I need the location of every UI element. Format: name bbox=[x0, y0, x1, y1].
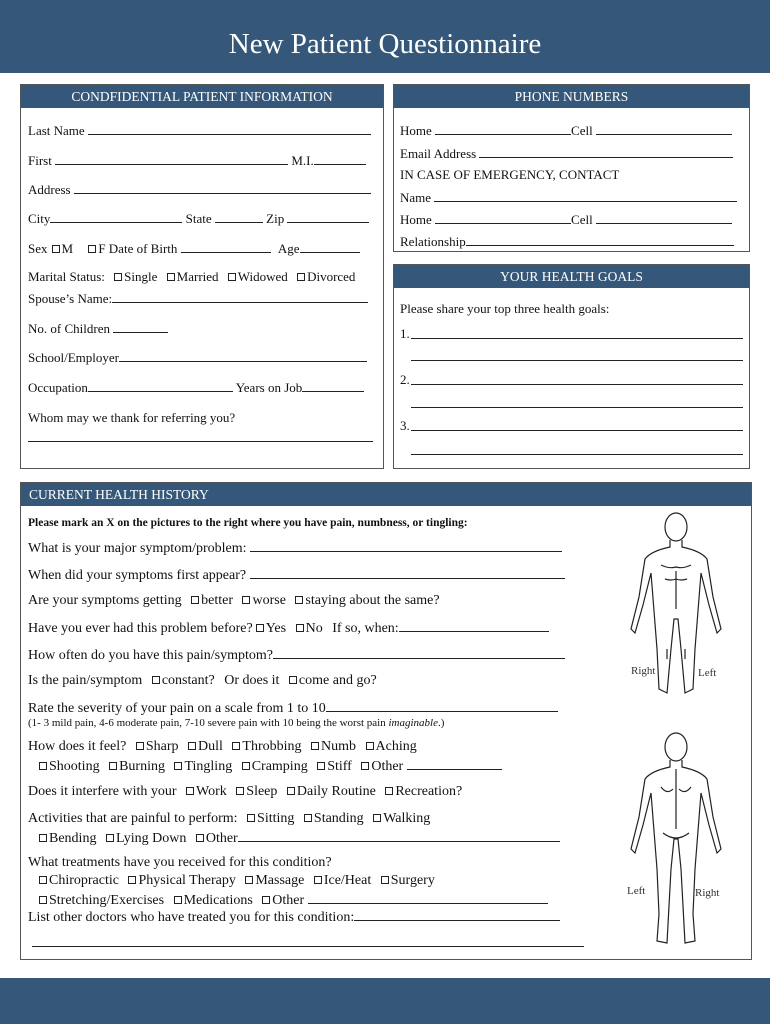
activities-row-2: Bending Lying Down Other bbox=[39, 829, 560, 847]
phone-header: PHONE NUMBERS bbox=[394, 85, 749, 108]
goal-1-line-a[interactable] bbox=[411, 338, 743, 339]
before-yes-checkbox[interactable] bbox=[256, 624, 264, 632]
recreation-checkbox[interactable] bbox=[385, 787, 393, 795]
treatments-label: What treatments have you received for this condition? bbox=[28, 855, 332, 870]
symptom-row: What is your major symptom/problem: bbox=[28, 539, 562, 557]
worse-checkbox[interactable] bbox=[242, 596, 250, 604]
come-go-checkbox[interactable] bbox=[289, 676, 297, 684]
divorced-checkbox[interactable] bbox=[297, 273, 305, 281]
patient-info-header: CONDFIDENTIAL PATIENT INFORMATION bbox=[21, 85, 383, 108]
emergency-home-field[interactable] bbox=[435, 211, 571, 224]
sitting-checkbox[interactable] bbox=[247, 814, 255, 822]
burning-checkbox[interactable] bbox=[109, 762, 117, 770]
single-checkbox[interactable] bbox=[114, 273, 122, 281]
feel-row: How does it feel? Sharp Dull Throbbing Numb Aching bbox=[28, 739, 417, 754]
shooting-checkbox[interactable] bbox=[39, 762, 47, 770]
often-field[interactable] bbox=[273, 646, 565, 659]
same-checkbox[interactable] bbox=[295, 596, 303, 604]
employer-row: School/Employer bbox=[28, 349, 367, 366]
first-appear-row: When did your symptoms first appear? bbox=[28, 566, 565, 584]
emergency-label: IN CASE OF EMERGENCY, CONTACT bbox=[400, 167, 620, 182]
body-front-figure[interactable] bbox=[621, 509, 731, 709]
if-so-when-field[interactable] bbox=[399, 619, 549, 632]
footer-bar bbox=[0, 978, 770, 1024]
emergency-name-row: Name bbox=[400, 189, 737, 206]
history-instruction: Please mark an X on the pictures to the right where you have pain, numbness, or tingling: bbox=[28, 517, 468, 529]
married-checkbox[interactable] bbox=[167, 273, 175, 281]
back-left-label: Left bbox=[627, 885, 646, 897]
rate-row: Rate the severity of your pain on a scale from 1 to 10 bbox=[28, 699, 558, 717]
goals-panel bbox=[393, 264, 750, 469]
children-row: No. of Children bbox=[28, 320, 168, 337]
referral-field[interactable] bbox=[28, 441, 373, 442]
activities-other-checkbox[interactable] bbox=[196, 834, 204, 842]
sharp-checkbox[interactable] bbox=[136, 742, 144, 750]
interfere-row: Does it interfere with your Work Sleep Daily Routine Recreation? bbox=[28, 784, 463, 799]
doctors-field[interactable] bbox=[354, 908, 560, 921]
employer-field[interactable] bbox=[119, 349, 367, 362]
widowed-checkbox[interactable] bbox=[228, 273, 236, 281]
goal-3-line-a[interactable] bbox=[411, 430, 743, 431]
goal-3-number: 3. bbox=[400, 418, 410, 433]
first-name-field[interactable] bbox=[55, 152, 288, 165]
often-row: How often do you have this pain/symptom? bbox=[28, 646, 565, 664]
medications-checkbox[interactable] bbox=[174, 896, 182, 904]
sex-f-checkbox[interactable] bbox=[88, 245, 96, 253]
before-no-checkbox[interactable] bbox=[296, 624, 304, 632]
dob-field[interactable] bbox=[181, 240, 271, 253]
referral-label: Whom may we thank for referring you? bbox=[28, 410, 236, 425]
occupation-row: Occupation Years on Job bbox=[28, 379, 364, 396]
children-field[interactable] bbox=[113, 320, 168, 333]
emergency-cell-field[interactable] bbox=[596, 211, 732, 224]
spouse-row: Spouse’s Name: bbox=[28, 290, 368, 307]
bending-checkbox[interactable] bbox=[39, 834, 47, 842]
ice-heat-checkbox[interactable] bbox=[314, 876, 322, 884]
occupation-field[interactable] bbox=[88, 379, 233, 392]
aching-checkbox[interactable] bbox=[366, 742, 374, 750]
goal-2-number: 2. bbox=[400, 372, 410, 387]
stiff-checkbox[interactable] bbox=[317, 762, 325, 770]
first-appear-field[interactable] bbox=[250, 566, 565, 579]
constant-checkbox[interactable] bbox=[152, 676, 160, 684]
sleep-checkbox[interactable] bbox=[236, 787, 244, 795]
zip-field[interactable] bbox=[287, 210, 369, 223]
walking-checkbox[interactable] bbox=[373, 814, 381, 822]
goals-prompt: Please share your top three health goals: bbox=[400, 301, 610, 316]
cramping-checkbox[interactable] bbox=[242, 762, 250, 770]
dull-checkbox[interactable] bbox=[188, 742, 196, 750]
standing-checkbox[interactable] bbox=[304, 814, 312, 822]
last-name-field[interactable] bbox=[88, 122, 371, 135]
getting-row: Are your symptoms getting better worse staying about the same? bbox=[28, 593, 440, 608]
city-row: City State Zip bbox=[28, 210, 369, 227]
before-row: Have you ever had this problem before? Yes No If so, when: bbox=[28, 619, 549, 637]
emergency-name-field[interactable] bbox=[434, 189, 737, 202]
better-checkbox[interactable] bbox=[191, 596, 199, 604]
surgery-checkbox[interactable] bbox=[381, 876, 389, 884]
work-checkbox[interactable] bbox=[186, 787, 194, 795]
rate-field[interactable] bbox=[326, 699, 558, 712]
goals-header: YOUR HEALTH GOALS bbox=[394, 265, 749, 288]
front-left-label: Left bbox=[698, 667, 717, 679]
doctors-field-2[interactable] bbox=[32, 946, 584, 947]
sex-row: Sex M F Date of Birth Age bbox=[28, 240, 360, 257]
state-field[interactable] bbox=[215, 210, 263, 223]
relationship-row: Relationship bbox=[400, 233, 734, 250]
tingling-checkbox[interactable] bbox=[174, 762, 182, 770]
numb-checkbox[interactable] bbox=[311, 742, 319, 750]
treatments-other-field[interactable] bbox=[308, 891, 548, 904]
cell-phone-field[interactable] bbox=[596, 122, 732, 135]
goal-2-line-a[interactable] bbox=[411, 384, 743, 385]
goal-3-line-b[interactable] bbox=[411, 454, 743, 455]
goal-2-line-b[interactable] bbox=[411, 407, 743, 408]
last-name-row: Last Name bbox=[28, 122, 371, 139]
patient-info-panel bbox=[20, 84, 384, 469]
massage-checkbox[interactable] bbox=[245, 876, 253, 884]
symptom-field[interactable] bbox=[250, 539, 562, 552]
first-name-row: First M.I. bbox=[28, 152, 366, 169]
constant-row: Is the pain/symptom constant? Or does it come and go? bbox=[28, 673, 377, 688]
city-field[interactable] bbox=[50, 210, 182, 223]
chiropractic-checkbox[interactable] bbox=[39, 876, 47, 884]
home-phone-row: Home Cell bbox=[400, 122, 732, 139]
activities-row: Activities that are painful to perform: Sitting Standing Walking bbox=[28, 811, 431, 826]
marital-row: Marital Status: Single Married Widowed Divorced bbox=[28, 269, 356, 284]
feel-other-checkbox[interactable] bbox=[361, 762, 369, 770]
email-row: Email Address bbox=[400, 145, 733, 162]
address-row: Address bbox=[28, 181, 371, 198]
relationship-field[interactable] bbox=[466, 233, 734, 246]
goal-1-line-b[interactable] bbox=[411, 360, 743, 361]
emergency-phone-row: Home Cell bbox=[400, 211, 732, 228]
treatments-row-2: Stretching/Exercises Medications Other bbox=[39, 891, 548, 909]
daily-routine-checkbox[interactable] bbox=[287, 787, 295, 795]
sex-m-checkbox[interactable] bbox=[52, 245, 60, 253]
address-field[interactable] bbox=[74, 181, 371, 194]
rate-note: (1- 3 mild pain, 4-6 moderate pain, 7-10 severe pain with 10 being the worst pain imaginable.) bbox=[28, 717, 445, 729]
age-field[interactable] bbox=[300, 240, 360, 253]
treatments-row-1: Chiropractic Physical Therapy Massage Ice/Heat Surgery bbox=[39, 873, 435, 889]
body-back-figure[interactable] bbox=[621, 729, 731, 954]
goal-1-number: 1. bbox=[400, 326, 410, 341]
back-right-label: Right bbox=[695, 887, 720, 899]
home-phone-field[interactable] bbox=[435, 122, 571, 135]
doctors-row: List other doctors who have treated you for this condition: bbox=[28, 908, 560, 926]
feel-row-2: Shooting Burning Tingling Cramping Stiff Other bbox=[39, 757, 502, 775]
phone-panel bbox=[393, 84, 750, 252]
history-header: CURRENT HEALTH HISTORY bbox=[21, 483, 751, 506]
spouse-field[interactable] bbox=[112, 290, 368, 303]
feel-other-field[interactable] bbox=[407, 757, 502, 770]
front-right-label: Right bbox=[631, 665, 656, 677]
page-title: New Patient Questionnaire bbox=[228, 28, 542, 60]
lying-down-checkbox[interactable] bbox=[106, 834, 114, 842]
years-on-job-field[interactable] bbox=[302, 379, 364, 392]
email-field[interactable] bbox=[479, 145, 733, 158]
history-panel bbox=[20, 482, 752, 960]
activities-other-field[interactable] bbox=[238, 829, 560, 842]
physical-therapy-checkbox[interactable] bbox=[128, 876, 136, 884]
throbbing-checkbox[interactable] bbox=[232, 742, 240, 750]
mi-field[interactable] bbox=[314, 152, 366, 165]
stretching-checkbox[interactable] bbox=[39, 896, 47, 904]
treatments-other-checkbox[interactable] bbox=[262, 896, 270, 904]
